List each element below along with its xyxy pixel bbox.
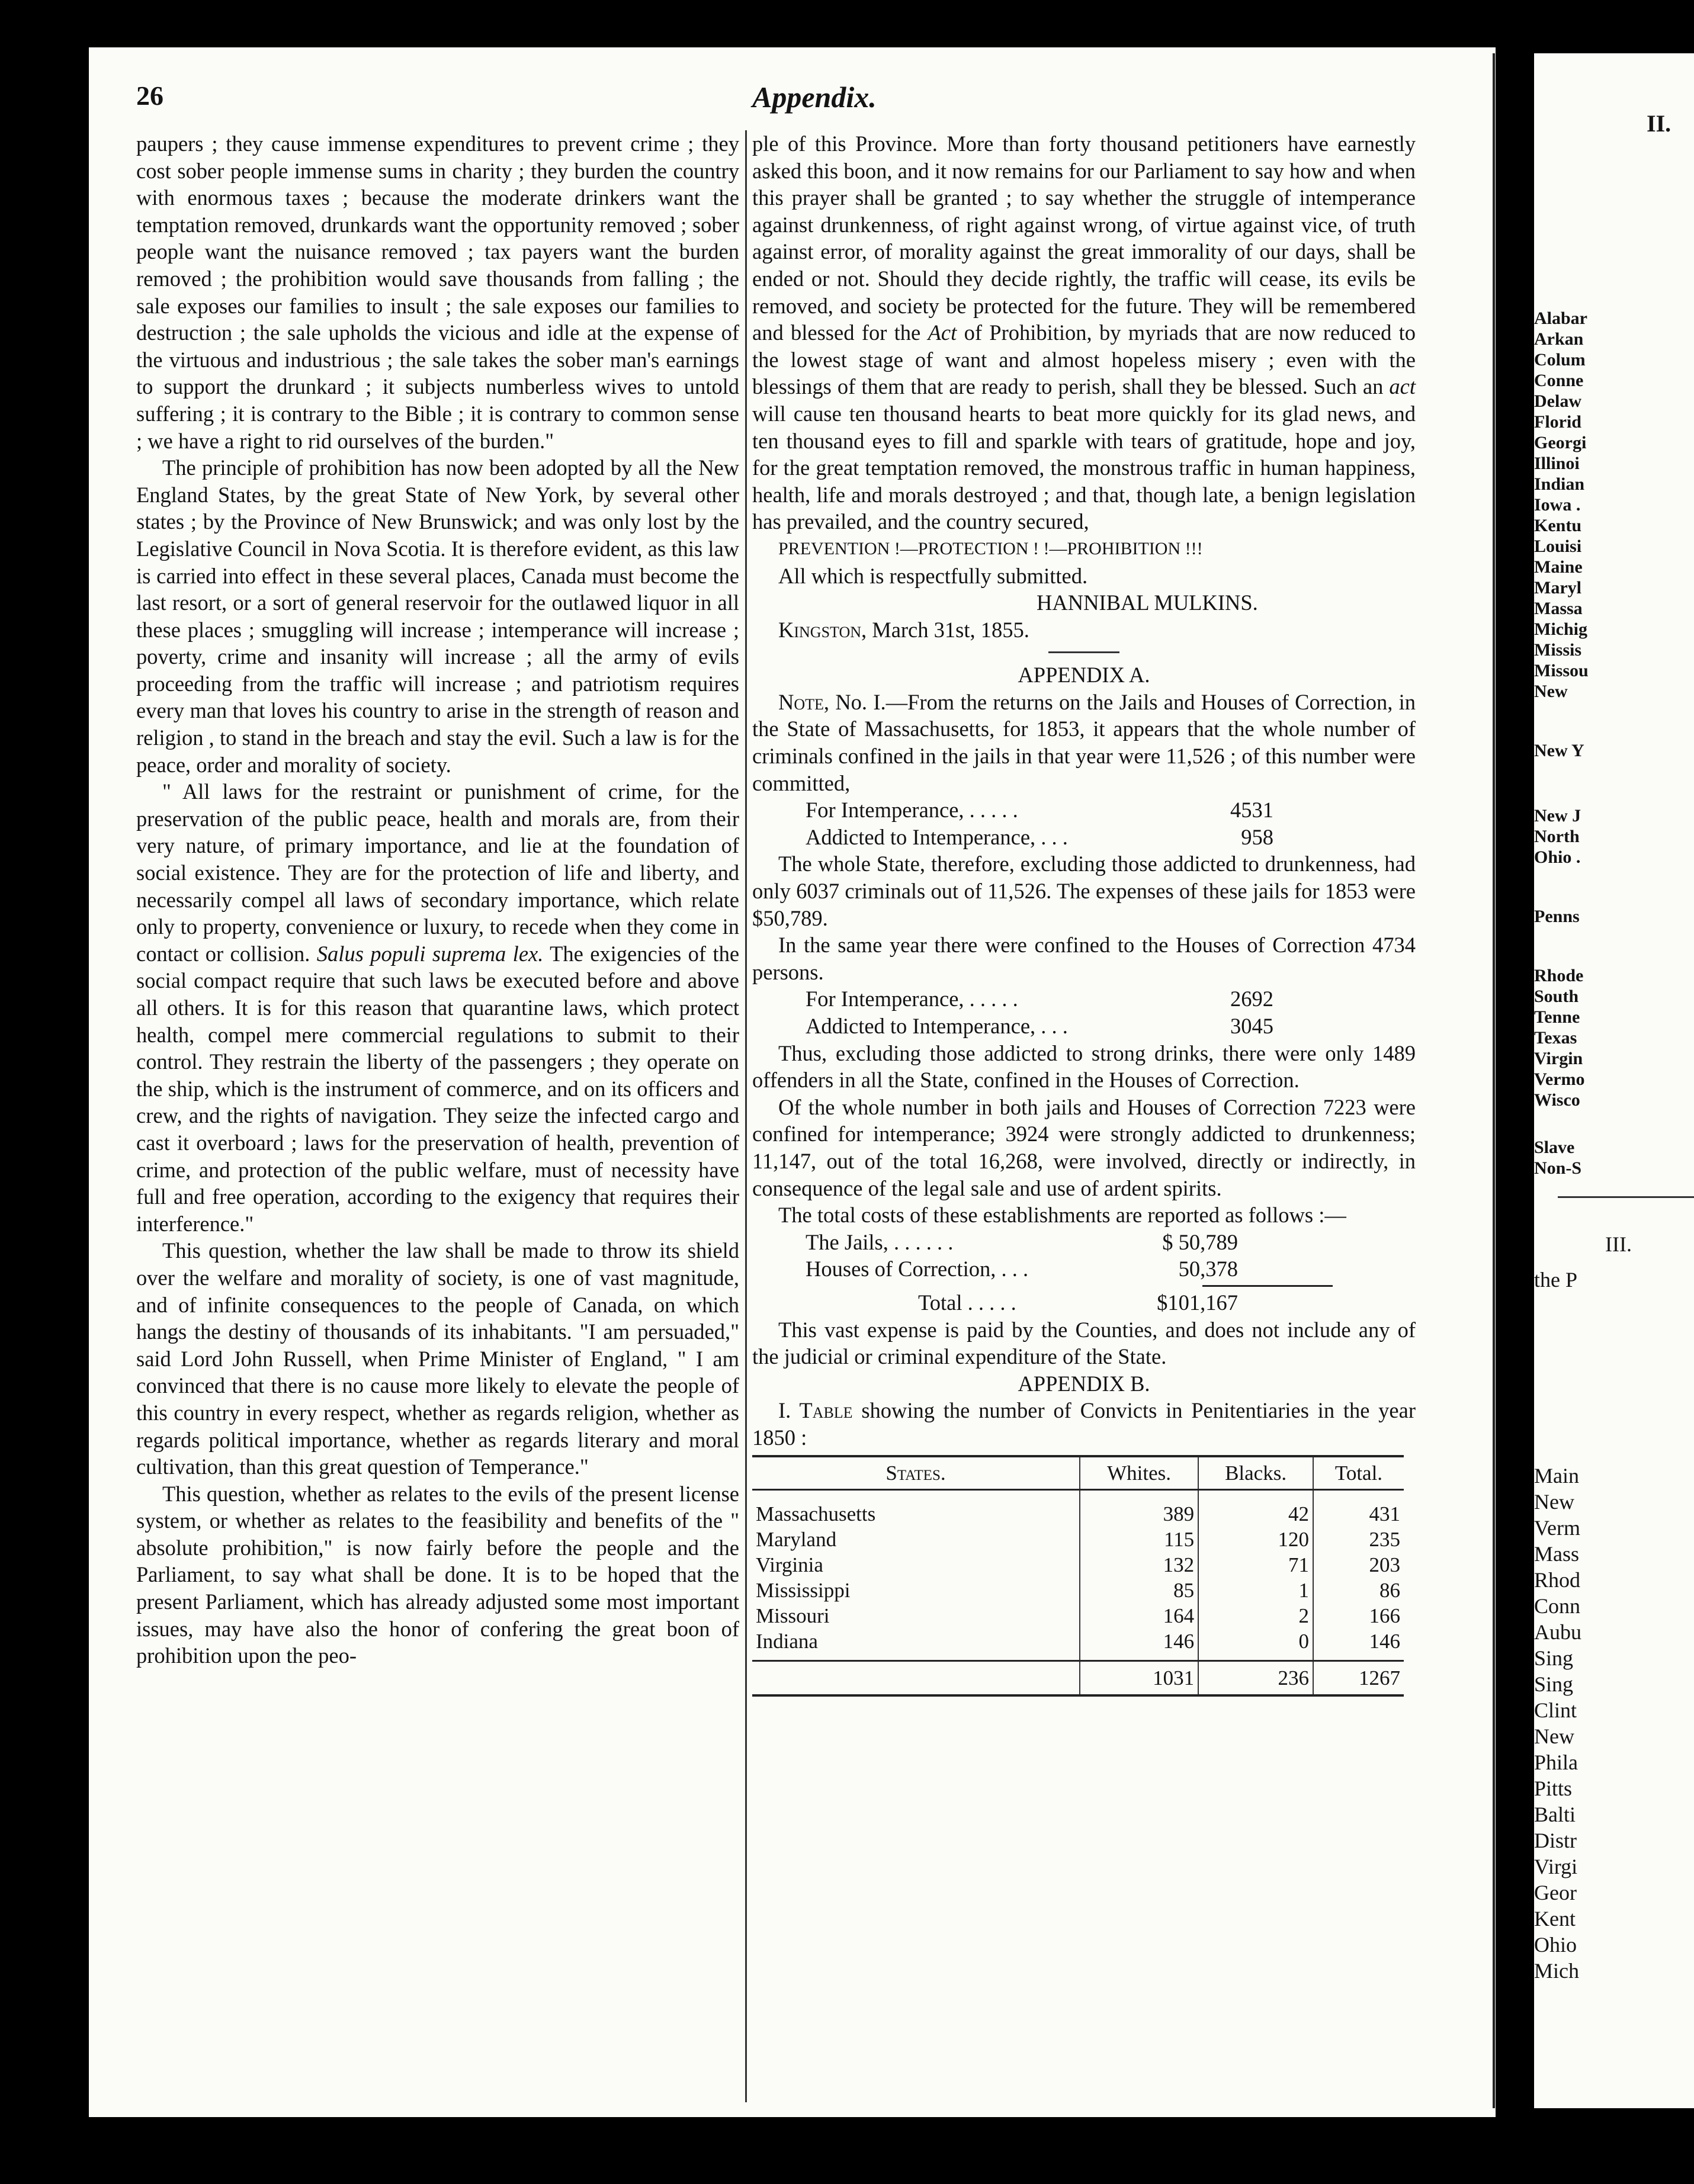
- cost-total-row: [752, 1289, 1416, 1316]
- text: of Prohibition, by myriads that are now reduced to the lowest stage of want and almost hopeless misery ; even with the blessings of them that are ready to perish, shall they be blessed. Such an: [752, 320, 1416, 399]
- number-cell: 71: [1198, 1552, 1313, 1578]
- text: will cause ten thousand hearts to beat more quickly for its glad news, and ten thousand eyes to fill and sparkle with tears of gratitude, hope and joy, for the great temptation removed, the monstrous traffic in human happiness, health, life and morals destroyed ; and that, though late, a benign legislation has prevailed, and the country secured,: [752, 401, 1416, 534]
- number-cell: 203: [1369, 1553, 1400, 1577]
- page-number: 26: [136, 81, 163, 111]
- adjacent-list-item: Sing: [1534, 1646, 1574, 1670]
- state-cell: Missouri: [752, 1603, 1080, 1629]
- paragraph: The whole State, therefore, excluding those addicted to drunkenness, had only 6037 criminals out of 11,526. The expenses of these jails for 1853 were $50,789.: [752, 852, 1416, 930]
- table-row: [752, 1527, 1404, 1552]
- table-row: [752, 1490, 1404, 1527]
- state-cell: Indiana: [752, 1629, 1080, 1654]
- date: March 31st, 1855.: [872, 617, 1029, 642]
- adjacent-heading-3: III.: [1605, 1232, 1632, 1256]
- stat-label: Addicted to Intemperance, . . .: [806, 1014, 1068, 1038]
- adjacent-list-item: Iowa .: [1534, 495, 1581, 515]
- adjacent-list-item: Missis: [1534, 640, 1582, 660]
- appendix-a-heading: APPENDIX A.: [1018, 663, 1150, 688]
- adjacent-list-item: Conn: [1534, 1594, 1581, 1618]
- adjacent-list-item: Geor: [1534, 1881, 1577, 1904]
- paragraph: This question, whether the law shall be made to throw its shield over the welfare and morality of society, is one of vast magnitude, and of infinite consequences to the people of Canada, on which hangs the destiny of thousands of its inhabitants. "I am persuaded," said Lord John Russell, when Prime Minister of England, " I am convinced that there is no cause more likely to elevate the people of this country in every respect, whether as regards religion, whether as regards political importance, whether as regards literary and moral cultivation, than this great question of Temperance.": [136, 1238, 739, 1479]
- latin-maxim: Salus populi suprema lex.: [316, 941, 544, 966]
- adjacent-list-item: Mich: [1534, 1959, 1579, 1983]
- adjacent-list-item: Pitts: [1534, 1777, 1573, 1800]
- cost-row: [752, 1229, 1416, 1256]
- number-cell: 389: [1080, 1490, 1198, 1527]
- adjacent-place-list: [1534, 1463, 1581, 1984]
- adjacent-state-list: [1534, 740, 1584, 761]
- adjacent-list-item: Illinoi: [1534, 454, 1580, 473]
- adjacent-list-item: Virgi: [1534, 1855, 1578, 1878]
- paragraph: [752, 130, 1416, 535]
- spacer-row: [752, 1654, 1404, 1661]
- adjacent-list-item: Michig: [1534, 619, 1587, 639]
- adjacent-list-item: Ohio: [1534, 1933, 1577, 1957]
- adjacent-list-item: Sing: [1534, 1672, 1574, 1696]
- quotation-paragraph: [136, 778, 739, 1237]
- stat-value: 4531: [1230, 798, 1273, 823]
- cost-label: Total . . . . .: [918, 1290, 1016, 1315]
- adjacent-list-item: Rhode: [1534, 966, 1584, 985]
- paragraph: The total costs of these establishments are reported as follows :—: [778, 1203, 1346, 1228]
- note-label: Note,: [778, 689, 830, 714]
- stat-row: [752, 1013, 1416, 1040]
- number-cell: 42: [1198, 1490, 1313, 1527]
- state-cell: Virginia: [752, 1552, 1080, 1578]
- table-row: [752, 1629, 1404, 1654]
- adjacent-list-item: New: [1534, 1490, 1574, 1514]
- total-cell: 1267: [1313, 1661, 1404, 1696]
- adjacent-list-item: Rhod: [1534, 1568, 1581, 1592]
- table-intro: showing the number of Convicts in Penitentiaries in the year 1850 :: [752, 1398, 1416, 1450]
- note-text: No. I.—From the returns on the Jails and Houses of Correction, in the State of Massachusetts, for 1853, it appears that the whole number of criminals confined in the jails in that year were 11,526 ; of this number were committed,: [752, 689, 1416, 795]
- table-row: [752, 1603, 1404, 1629]
- adjacent-list-item: New: [1534, 1724, 1574, 1748]
- adjacent-subheading: the P: [1534, 1268, 1578, 1292]
- stat-value: 958: [1241, 824, 1273, 849]
- adjacent-list-item: Ohio .: [1534, 847, 1581, 867]
- left-column: [136, 130, 739, 1669]
- totals-label-cell: [752, 1661, 1080, 1696]
- adjacent-list-item: Kent: [1534, 1907, 1576, 1931]
- totals-row: [752, 1661, 1404, 1696]
- paragraph: This vast expense is paid by the Counties, and does not include any of the judicial or criminal expenditure of the State.: [752, 1317, 1416, 1369]
- cost-label: The Jails, . . . . . .: [806, 1229, 954, 1254]
- jails-stats: [752, 796, 1416, 850]
- adjacent-list-item: Wisco: [1534, 1090, 1580, 1110]
- adjacent-list-item: Aubu: [1534, 1620, 1581, 1644]
- table-row: [752, 1552, 1404, 1578]
- adjacent-list-item: Kentu: [1534, 516, 1582, 535]
- total-cell: 236: [1198, 1661, 1313, 1696]
- adjacent-list-item: Balti: [1534, 1803, 1576, 1826]
- signature: HANNIBAL MULKINS.: [1037, 590, 1258, 615]
- adjacent-list-item: Arkan: [1534, 329, 1584, 349]
- adjacent-list-item: Mass: [1534, 1542, 1580, 1566]
- number-cell: 146: [1369, 1630, 1400, 1653]
- separator-rule: [1048, 651, 1119, 653]
- cost-value: $ 50,789: [1162, 1229, 1238, 1254]
- number-cell: 2: [1198, 1603, 1313, 1629]
- column-divider: [745, 130, 747, 2102]
- stat-label: Addicted to Intemperance, . . .: [806, 824, 1068, 849]
- cost-row: [752, 1255, 1416, 1283]
- state-cell: Maryland: [752, 1527, 1080, 1552]
- paragraph: In the same year there were confined to the Houses of Correction 4734 persons.: [752, 933, 1416, 984]
- adjacent-state-list: [1534, 906, 1580, 927]
- book-page: [89, 47, 1496, 2117]
- note-paragraph: [752, 689, 1416, 796]
- adjacent-list-item: Maine: [1534, 557, 1583, 577]
- sum-rule: [1202, 1285, 1333, 1287]
- spacer-cell: [752, 1654, 1080, 1661]
- adjacent-list-item: Slave: [1534, 1138, 1575, 1157]
- dateline: [752, 616, 1416, 644]
- adjacent-list-item: New J: [1534, 806, 1581, 826]
- adjacent-list-item: Clint: [1534, 1698, 1577, 1722]
- quote-text: " All laws for the restraint or punishment of crime, for the preservation of the public peace, health and morals are, from their very nature, of primary importance, and lie at the foundation of social existence. They are for the protection of life and liberty, and necessarily compel all laws of secondary importance, which relate only to property, convenience or luxury, to recede when they come in contact or collision.: [136, 779, 739, 966]
- adjacent-list-item: Texas: [1534, 1028, 1577, 1048]
- table-label: I. Table: [778, 1398, 853, 1423]
- page-header: [136, 80, 1472, 127]
- quote-text: The exigencies of the social compact require that such laws be executed before and above all others. It is for this reason that quarantine laws, which protect health, compel mere commercial regulations to submit to their control. They restrain the liberty of the passengers ; they operate on the ship, which is the instrument of commerce, and on its officers and crew, and the rights of navigation. They seize the infected cargo and cast it overboard ; laws for the preservation of health, prevention of crime, and protection of the public welfare, must of necessity have full and free operation, according to the exigency that requires their interference.": [136, 941, 740, 1236]
- total-cell: 1031: [1080, 1661, 1198, 1696]
- houses-stats: [752, 985, 1416, 1039]
- adjacent-list-item: Distr: [1534, 1829, 1577, 1852]
- adjacent-list-item: New Y: [1534, 741, 1584, 760]
- adjacent-list-item: Massa: [1534, 599, 1583, 618]
- adjacent-state-list: [1534, 1137, 1581, 1178]
- stat-row: [752, 985, 1416, 1013]
- spacer-cell: [1080, 1654, 1198, 1661]
- text: ple of this Province. More than forty thousand petitioners have earnestly asked this boon, and it now remains for our Parliament to say how and when this prayer shall be granted ; to say whether the struggle of intemperance against drunkenness, of right against wrong, of virtue against vice, of truth against error, of morality against the great immorality of our days, shall be ended or not. Should they decide rightly, the traffic will cease, its evils be removed, and society be protected for the future. They will be remembered and blessed for the: [752, 131, 1416, 345]
- adjacent-list-item: Main: [1534, 1464, 1579, 1488]
- cost-label: Houses of Correction, . . .: [806, 1257, 1029, 1282]
- number-cell: 166: [1369, 1604, 1400, 1628]
- adjacent-list-item: Tenne: [1534, 1007, 1580, 1027]
- stat-row: [752, 824, 1416, 851]
- stat-value: 3045: [1230, 1014, 1273, 1038]
- adjacent-list-item: Conne: [1534, 371, 1584, 390]
- adjacent-list-item: Missou: [1534, 661, 1589, 680]
- spacer-cell: [1198, 1654, 1313, 1661]
- adjacent-list-item: Verm: [1534, 1516, 1580, 1540]
- cost-value: 50,378: [1178, 1257, 1238, 1282]
- adjacent-list-item: Colum: [1534, 350, 1586, 370]
- table-body: [752, 1490, 1404, 1696]
- italic-act: act: [1389, 374, 1416, 399]
- place: Kingston,: [778, 617, 867, 642]
- paragraph: The principle of prohibition has now been adopted by all the New England States, by the great State of New York, by several other states ; by the Province of New Brunswick; and was only lost by the Legislative Council in Nova Scotia. It is therefore evident, as this law is carried into effect in these several places, Canada must become the last resort, or a sort of general reservoir for the outlawed liquor in all these places ; smuggling will increase ; intemperance will increase ; poverty, crime and insanity will increase ; all the army of evils proceeding from the traffic will increase ; and patriotism requires every man that loves his country to arise in the strength of reason and religion , to stand in the breach and stay the evil. Such a law is for the peace, order and morality of society.: [136, 455, 739, 777]
- adjacent-list-item: Florid: [1534, 412, 1581, 432]
- right-column: [752, 130, 1416, 1697]
- adjacent-rule: [1558, 1196, 1694, 1198]
- number-cell: 235: [1369, 1528, 1400, 1552]
- stat-value: 2692: [1230, 987, 1273, 1011]
- adjacent-list-item: Alabar: [1534, 309, 1587, 328]
- stat-label: For Intemperance, . . . . .: [806, 798, 1018, 823]
- number-cell: 120: [1198, 1527, 1313, 1552]
- slogan: PREVENTION !—PROTECTION ! !—PROHIBITION !!!: [778, 538, 1203, 558]
- table-header-row: [752, 1456, 1404, 1490]
- running-title: Appendix.: [752, 81, 877, 114]
- column-header: Total.: [1313, 1456, 1404, 1490]
- column-header: Blacks.: [1198, 1456, 1313, 1490]
- number-cell: 115: [1080, 1527, 1198, 1552]
- table-row: [752, 1578, 1404, 1603]
- adjacent-list-item: Louisi: [1534, 537, 1582, 556]
- state-cell: Massachusetts: [752, 1490, 1080, 1527]
- stat-label: For Intemperance, . . . . .: [806, 987, 1018, 1011]
- number-cell: 146: [1080, 1629, 1198, 1654]
- submitted-line: All which is respectfully submitted.: [778, 563, 1088, 588]
- adjacent-list-item: Vermo: [1534, 1069, 1585, 1089]
- adjacent-state-list: [1534, 308, 1589, 702]
- paragraph: paupers ; they cause immense expenditures to prevent crime ; they cost sober people immense sums in charity ; they burden the country with enormous taxes ; because the moderate drinkers want the temptation removed, drunkards want the opportunity removed ; sober people want the nuisance removed ; tax payers want the burden removed ; the prohibition would save thousands from falling ; the sale exposes our families to insult ; the sale exposes our families to destruction ; the sale upholds the vicious and idle at the expense of the virtuous and industrious ; the sale takes the sober man's earnings to support the drunkard ; it subjects numberless wives to untold suffering ; it is contrary to the Bible ; it is contrary to common sense ; we have a right to rid ourselves of the burden.": [136, 131, 739, 453]
- number-cell: 86: [1379, 1579, 1400, 1602]
- column-header: States.: [752, 1456, 1080, 1490]
- adjacent-list-item: Non-S: [1534, 1158, 1582, 1178]
- adjacent-list-item: Indian: [1534, 474, 1585, 494]
- adjacent-state-list: [1534, 805, 1581, 868]
- adjacent-list-item: Georgi: [1534, 433, 1587, 452]
- adjacent-page: [1534, 53, 1694, 2108]
- paragraph: This question, whether as relates to the evils of the present license system, or whether as relates to the feasibility and benefits of the " absolute prohibition," is now fairly before the people and the Parliament, to say what shall be done. It is to be hoped that the present Parliament, which has already adjusted some most important issues, may have also the honor of confering the great boon of prohibition upon the peo-: [136, 1481, 739, 1668]
- number-cell: 0: [1198, 1629, 1313, 1654]
- adjacent-state-list: [1534, 965, 1585, 1110]
- cost-list: [752, 1229, 1416, 1316]
- number-cell: 132: [1080, 1552, 1198, 1578]
- number-cell: 431: [1369, 1502, 1400, 1526]
- adjacent-heading: II.: [1647, 110, 1671, 137]
- stat-row: [752, 796, 1416, 824]
- spacer-cell: [1313, 1654, 1404, 1661]
- adjacent-list-item: Delaw: [1534, 391, 1581, 411]
- convicts-table: [752, 1455, 1404, 1697]
- adjacent-list-item: North: [1534, 827, 1580, 846]
- adjacent-list-item: Phila: [1534, 1751, 1578, 1774]
- state-cell: Mississippi: [752, 1578, 1080, 1603]
- adjacent-list-item: Penns: [1534, 907, 1580, 926]
- column-header: Whites.: [1080, 1456, 1198, 1490]
- number-cell: 164: [1080, 1603, 1198, 1629]
- gutter-line: [1493, 53, 1495, 2108]
- number-cell: 1: [1198, 1578, 1313, 1603]
- table-caption: [752, 1397, 1416, 1451]
- appendix-b-heading: APPENDIX B.: [1018, 1371, 1150, 1396]
- paragraph: Thus, excluding those addicted to strong drinks, there were only 1489 offenders in all the State, confined in the Houses of Correction.: [752, 1040, 1416, 1093]
- adjacent-list-item: South: [1534, 987, 1579, 1006]
- number-cell: 85: [1080, 1578, 1198, 1603]
- paragraph: Of the whole number in both jails and Houses of Correction 7223 were confined for intemperance; 3924 were strongly addicted to drunkenness; 11,147, out of the total 16,268, were involved, directly or indirectly, in consequence of the legal sale and use of ardent spirits.: [752, 1094, 1416, 1200]
- adjacent-list-item: Maryl: [1534, 578, 1581, 598]
- cost-value: $101,167: [1157, 1290, 1238, 1315]
- italic-act: Act: [928, 320, 957, 345]
- adjacent-list-item: Virgin: [1534, 1049, 1583, 1068]
- adjacent-list-item: New: [1534, 682, 1568, 701]
